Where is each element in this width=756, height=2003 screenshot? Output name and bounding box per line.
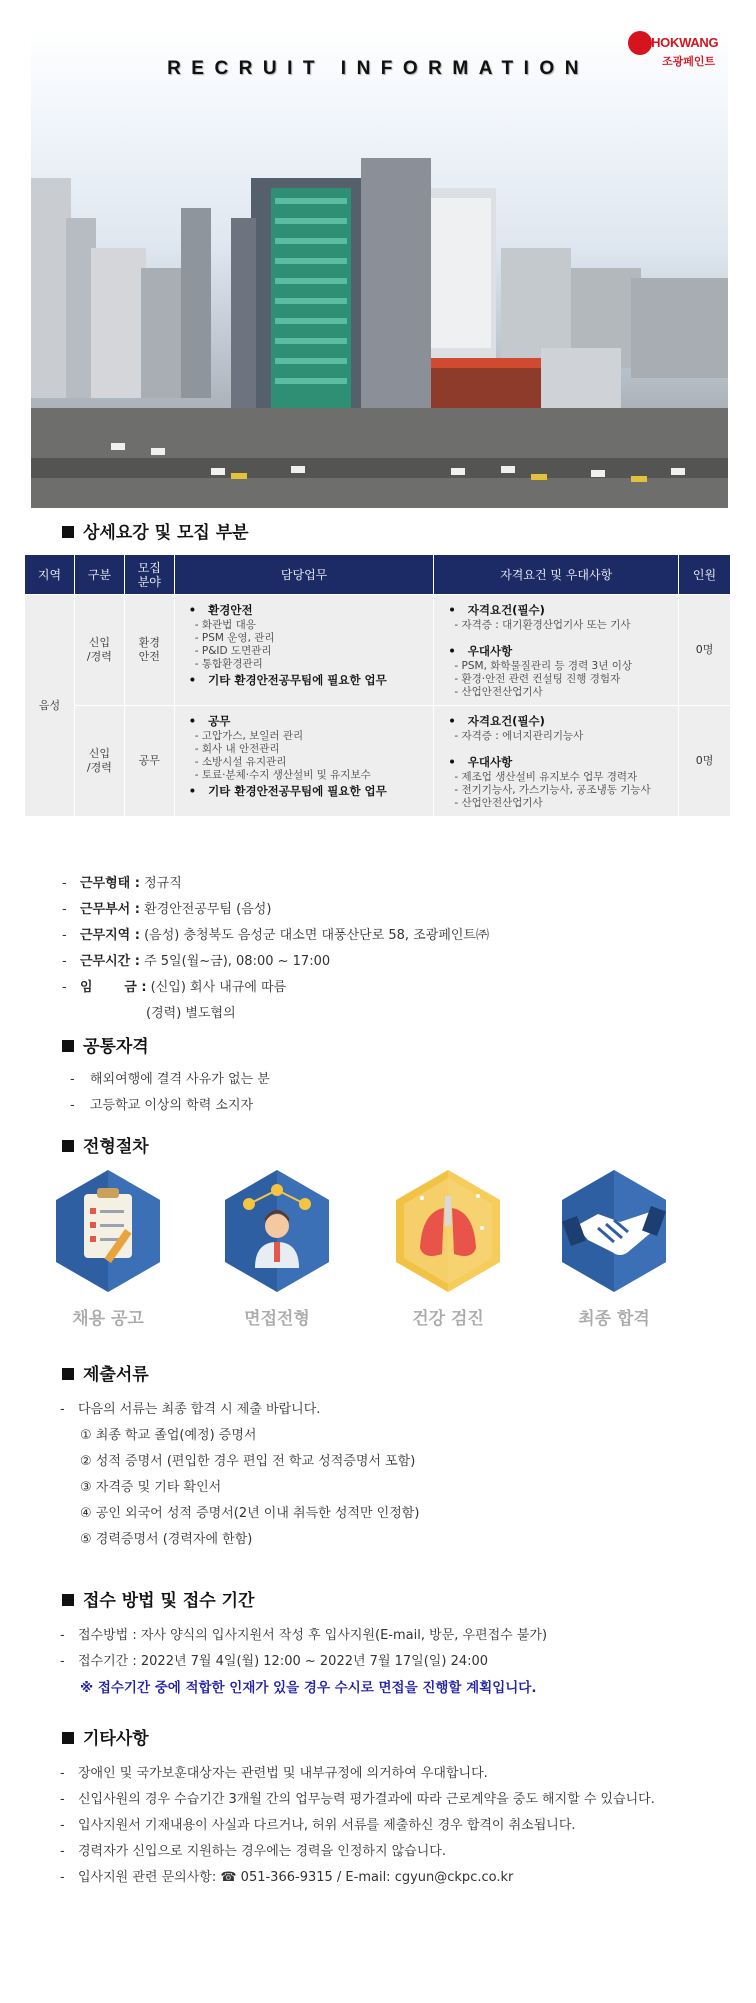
- section-detail-heading: 상세요강 및 모집 부분: [62, 518, 249, 543]
- logo-korean: 조광페인트: [662, 55, 716, 68]
- cell-region: 음성: [25, 595, 75, 817]
- handshake-icon: [558, 1168, 670, 1294]
- duty-item: - 회사 내 안전관리: [194, 743, 280, 755]
- process-step: [221, 1168, 333, 1329]
- etc-contact: - 입사지원 관련 문의사항: ☎ 051-366-9315 / E-mail: cgyun@ckpc.co.kr: [60, 1870, 514, 1885]
- interview-icon: [221, 1168, 333, 1294]
- documents-intro: - 다음의 서류는 최종 합격 시 제출 바랍니다.: [60, 1402, 321, 1417]
- process-step-label: 건강 검진: [412, 1309, 484, 1329]
- duty-item: - PSM 운영, 관리: [194, 632, 275, 644]
- preference-item: - PSM, 화학물질관리 등 경력 3년 이상: [454, 660, 632, 672]
- page-title: RECRUIT INFORMATION: [167, 58, 589, 79]
- condition-hours: - 근무시간 : 주 5일(월~금), 08:00 ~ 17:00: [62, 954, 331, 969]
- requirement-item: - 자격증 : 에너지관리기능사: [454, 730, 584, 742]
- duty-item: - 통합환경관리: [194, 658, 263, 670]
- duty-item: - 고압가스, 보일러 관리: [194, 730, 304, 742]
- cell-field: 공무: [124, 706, 174, 817]
- table-header-row: [25, 555, 731, 595]
- process-step-label: 최종 합격: [578, 1309, 650, 1329]
- section-documents-heading: 제출서류: [62, 1360, 149, 1385]
- header-duty: 담당업무: [174, 555, 434, 595]
- process-step-label: 채용 공고: [72, 1309, 144, 1329]
- section-process-heading: 전형절차: [62, 1132, 149, 1157]
- preference-item: - 산업안전산업기사: [454, 797, 543, 809]
- common-item: - 해외여행에 결격 사유가 없는 분: [70, 1072, 270, 1087]
- requirement-title: • 자격요건(필수): [448, 714, 670, 728]
- section-apply-heading: 접수 방법 및 접수 기간: [62, 1586, 254, 1611]
- preference-title: • 우대사항: [448, 755, 670, 769]
- condition-salary: - 임 금 : (신입) 회사 내규에 따름: [62, 980, 287, 995]
- table-row: [25, 706, 731, 817]
- process-step: [52, 1168, 164, 1329]
- section-etc-heading: 기타사항: [62, 1724, 149, 1749]
- cell-requirements: [434, 595, 679, 706]
- etc-item: - 경력자가 신입으로 지원하는 경우에는 경력을 인정하지 않습니다.: [60, 1844, 446, 1859]
- requirement-item: - 자격증 : 대기환경산업기사 또는 기사: [454, 619, 631, 631]
- condition-salary-extra: (경력) 별도협의: [146, 1006, 236, 1021]
- process-step: [558, 1168, 670, 1329]
- apply-notice: ※ 접수기간 중에 적합한 인재가 있을 경우 수시로 면접을 진행할 계획입니다.: [80, 1680, 537, 1696]
- hero-banner: [31, 28, 728, 508]
- header-count: 인원: [679, 555, 731, 595]
- header-requirements: 자격요건 및 우대사항: [434, 555, 679, 595]
- lungs-icon: [392, 1168, 504, 1294]
- etc-item: - 입사지원서 기재내용이 사실과 다르거나, 허위 서류를 제출하신 경우 합격이 취소됩니다.: [60, 1818, 576, 1833]
- duty-footer: • 기타 환경안전공무팀에 필요한 업무: [189, 784, 426, 798]
- recruit-table: [24, 554, 731, 817]
- condition-employment-type: - 근무형태 : 정규직: [62, 876, 182, 891]
- document-item: ⑤ 경력증명서 (경력자에 한함): [80, 1532, 253, 1547]
- cell-field: 환경 안전: [124, 595, 174, 706]
- preference-item: - 제조업 생산설비 유지보수 업무 경력자: [454, 771, 638, 783]
- header-field: 모집 분야: [124, 555, 174, 595]
- etc-item: - 신입사원의 경우 수습기간 3개월 간의 업무능력 평가결과에 따라 근로계약을 중도 해지할 수 있습니다.: [60, 1792, 655, 1807]
- preference-item: - 환경·안전 관련 컨설팅 진행 경험자: [454, 673, 621, 685]
- preference-title: • 우대사항: [448, 644, 670, 658]
- cell-duty: [174, 595, 434, 706]
- document-item: ③ 자격증 및 기타 확인서: [80, 1480, 222, 1495]
- duty-item: - 토료·분체·수지 생산설비 및 유지보수: [194, 769, 371, 781]
- requirement-title: • 자격요건(필수): [448, 603, 670, 617]
- header-region: 지역: [25, 555, 75, 595]
- cell-count: 0명: [679, 595, 731, 706]
- preference-item: - 산업안전산업기사: [454, 686, 543, 698]
- cell-count: 0명: [679, 706, 731, 817]
- duty-item: - 화관법 대응: [194, 619, 256, 631]
- duty-title: • 공무: [189, 714, 426, 728]
- document-item: ② 성적 증명서 (편입한 경우 편입 전 학교 성적증명서 포함): [80, 1454, 416, 1469]
- apply-method: - 접수방법 : 자사 양식의 입사지원서 작성 후 입사지원(E-mail, 방문, 우편접수 불가): [60, 1628, 548, 1643]
- cell-requirements: [434, 706, 679, 817]
- duty-item: - 소방시설 유지관리: [194, 756, 287, 768]
- logo-wordmark: CHOKWANG: [642, 35, 719, 50]
- apply-period: - 접수기간 : 2022년 7월 4일(월) 12:00 ~ 2022년 7월 17일(일) 24:00: [60, 1654, 489, 1669]
- condition-department: - 근무부서 : 환경안전공무팀 (음성): [62, 902, 272, 917]
- document-item: ① 최종 학교 졸업(예정) 증명서: [80, 1428, 257, 1443]
- condition-location: - 근무지역 : (음성) 충청북도 음성군 대소면 대풍산단로 58, 조광페인트㈜: [62, 928, 489, 943]
- header-type: 구분: [74, 555, 124, 595]
- clipboard-icon: [52, 1168, 164, 1294]
- document-item: ④ 공인 외국어 성적 증명서(2년 이내 취득한 성적만 인정함): [80, 1506, 420, 1521]
- duty-item: - P&ID 도면관리: [194, 645, 272, 657]
- duty-title: • 환경안전: [189, 603, 426, 617]
- cell-type: 신입 /경력: [74, 706, 124, 817]
- preference-item: - 전기기능사, 가스기능사, 공조냉동 기능사: [454, 784, 651, 796]
- building-photo: [31, 28, 728, 508]
- table-row: [25, 595, 731, 706]
- process-step: [392, 1168, 504, 1329]
- process-step-label: 면접전형: [244, 1309, 310, 1329]
- common-item: - 고등학교 이상의 학력 소지자: [70, 1098, 254, 1113]
- cell-type: 신입 /경력: [74, 595, 124, 706]
- duty-footer: • 기타 환경안전공무팀에 필요한 업무: [189, 673, 426, 687]
- etc-item: - 장애인 및 국가보훈대상자는 관련법 및 내부규정에 의거하여 우대합니다.: [60, 1766, 488, 1781]
- section-common-heading: 공통자격: [62, 1032, 149, 1057]
- cell-duty: [174, 706, 434, 817]
